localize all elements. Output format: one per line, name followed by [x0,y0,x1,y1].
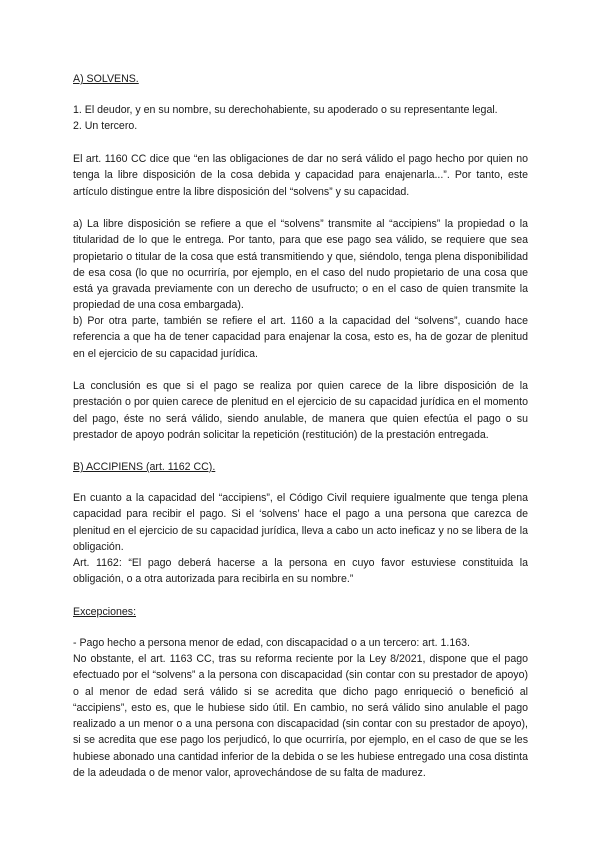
paragraph-accipiens: En cuanto a la capacidad del “accipiens”, el Código Civil requiere igualmente que tenga plena capacidad para recibir el pago. Si el ‘solvens’ hace el pago a una persona que carezca de plenitud en el ejercicio de su capacidad jurídica, lleva a cabo un acto ineficaz y no se libera de la obligación. [73,492,528,553]
paragraph-art-1162: Art. 1162: “El pago deberá hacerse a la persona en cuyo favor estuviese constituida la obligación, o a otra autorizada para recibirla en su nombre.” [73,557,528,586]
heading-solvens: A) SOLVENS. [73,73,139,85]
paragraph-capacidad: b) Por otra parte, también se refiere el art. 1160 a la capacidad del “solvens”, cuando hace referencia a que ha de tener capacidad para enajenar la cosa, esto es, ha de gozar de plenitud en el ejercicio de su capacidad jurídica. [73,315,528,360]
exception-item: - Pago hecho a persona menor de edad, con discapacidad o a un tercero: art. 1.163. [73,637,470,649]
heading-accipiens: B) ACCIPIENS (art. 1162 CC). [73,461,216,473]
list-item: 2. Un tercero. [73,120,138,133]
paragraph-libre-disposicion: a) La libre disposición se refiere a que el “solvens” transmite al “accipiens” la propiedad o la titularidad de lo que le entrega. Por tanto, para que ese pago sea válido, se requiere que sea propietario o titular de la cosa que está transmitiendo y que, siéndolo, tenga plena disponibilidad de esa cosa (lo que no ocurriría, por ejemplo, en el caso del nudo propietario de una cosa que está ya gravada previamente con un derecho de usufructo; o en el caso de quien transmite la propiedad de una cosa embargada). [73,218,528,312]
heading-excepciones: Excepciones: [73,606,137,618]
solvens-list [73,102,528,135]
list-item: 1. El deudor, y en su nombre, su derechohabiente, su apoderado o su representante legal. [73,104,498,116]
paragraph-conclusion: La conclusión es que si el pago se realiza por quien carece de la libre disposición de la prestación o por quien carece de plenitud en el ejercicio de su capacidad jurídica en el momento del pago, éste no será válido, siendo anulable, de manera que quien efectúa el pago o su prestador de apoyo podrán solicitar la repetición (restitución) de la prestación entregada. [73,380,528,441]
paragraph-art-1163: No obstante, el art. 1163 CC, tras su reforma reciente por la Ley 8/2021, dispone que el pago efectuado por el “solvens” a la persona con discapacidad (sin contar con su prestador de apoyo) o al menor de edad será válido si se acredita que dicho pago enriqueció o benefició al “accipiens”, esto es, que le hubiese sido útil. En cambio, no será válido sino anulable el pago realizado a un menor o a una persona con discapacidad (sin contar con su prestador de apoyo), si se acredita que ese pago los perjudicó, lo que ocurriría, por ejemplo, en el caso de que se les hubiese abonado una cantidad inferior de la debida o se les hubiese entregado una cosa distinta de la adeudada o de menor valor, aprovechándose de su falta de madurez. [73,653,528,780]
paragraph-art-1160: El art. 1160 CC dice que “en las obligaciones de dar no será válido el pago hecho por quien no tenga la libre disposición de la cosa debida y capacidad para enajenarla...”. Por tanto, este artículo distingue entre la libre disposición del “solvens” y su capacidad. [73,153,528,198]
